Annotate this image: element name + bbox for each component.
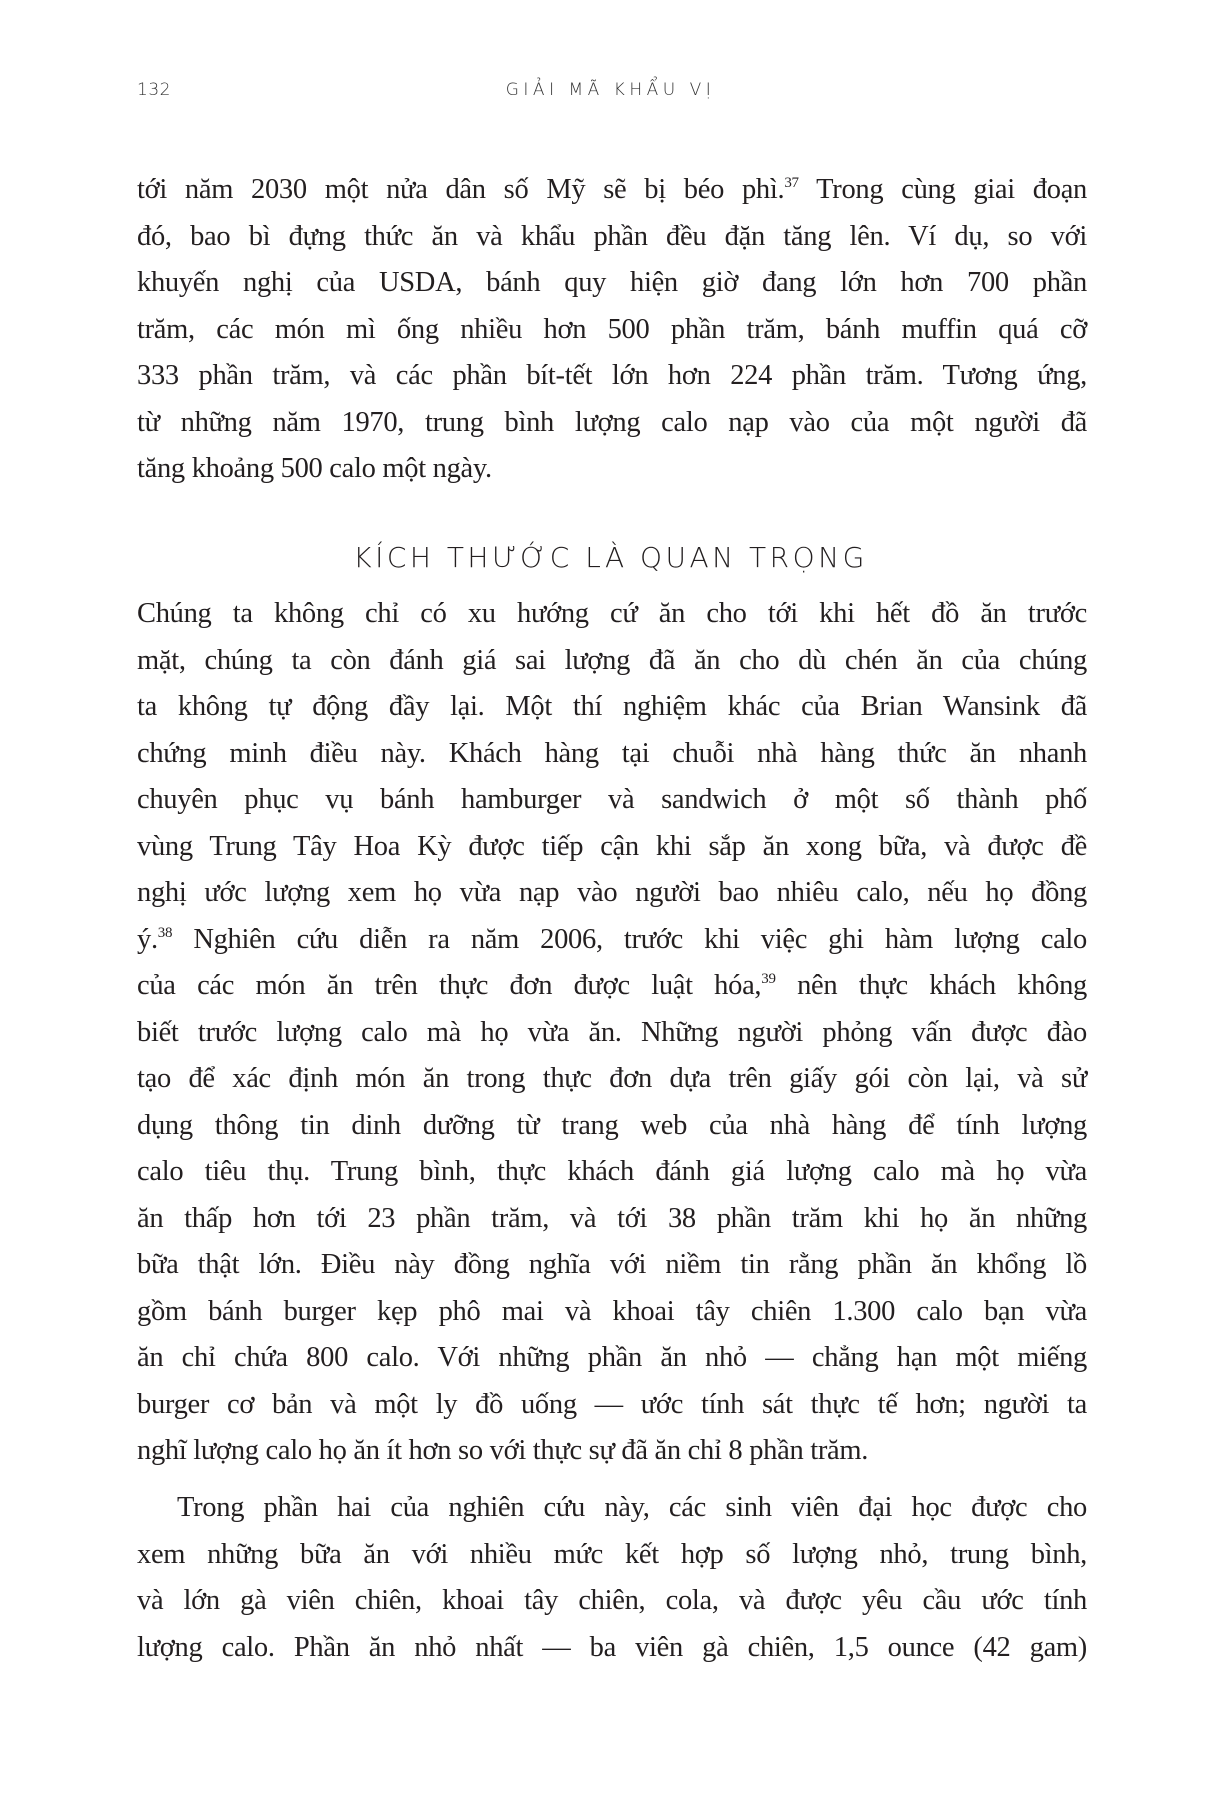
text-line [137, 638, 1087, 685]
text-line [137, 1532, 1087, 1579]
text-segment: dụng thông tin dinh dưỡng từ trang web của nhà hàng để tính lượng [137, 1109, 1087, 1141]
text-line [137, 1578, 1087, 1625]
text-segment: nên thực khách không [775, 970, 1087, 1001]
text-segment: nghĩ lượng calo họ ăn ít hơn so với thực sự đã ăn chỉ 8 phần trăm. [137, 1435, 869, 1466]
text-segment: Trong phần hai của nghiên cứu này, các sinh viên đại học được cho [177, 1492, 1087, 1523]
text-line [137, 1103, 1087, 1150]
text-segment: biết trước lượng calo mà họ vừa ăn. Những người phỏng vấn được đào [137, 1016, 1087, 1048]
text-line [137, 1196, 1087, 1243]
text-segment: Trong cùng giai đoạn [798, 174, 1088, 205]
text-segment: tạo để xác định món ăn trong thực đơn dựa trên giấy gói còn lại, và sử [137, 1063, 1087, 1094]
text-segment: từ những năm 1970, trung bình lượng calo nạp vào của một người đã [137, 406, 1087, 438]
text-line [137, 1382, 1087, 1429]
running-title: GIẢI MÃ KHẨU VỊ [505, 80, 716, 100]
text-line [137, 1289, 1087, 1336]
text-line [137, 1149, 1087, 1196]
text-segment: lượng calo. Phần ăn nhỏ nhất — ba viên gà chiên, 1,5 ounce (42 gam) [137, 1631, 1087, 1663]
text-segment: bữa thật lớn. Điều này đồng nghĩa với niềm tin rằng phần ăn khổng lồ [137, 1249, 1087, 1280]
text-line [137, 591, 1087, 638]
paragraph-study-part-two [137, 1485, 1087, 1671]
text-line [137, 446, 1087, 493]
text-line [137, 963, 1087, 1010]
text-line [137, 731, 1087, 778]
text-segment: calo tiêu thụ. Trung bình, thực khách đánh giá lượng calo mà họ vừa [137, 1156, 1087, 1187]
text-line [137, 1056, 1087, 1103]
text-segment: trăm, các món mì ống nhiều hơn 500 phần trăm, bánh muffin quá cỡ [137, 313, 1087, 345]
text-segment: burger cơ bản và một ly đồ uống — ước tính sát thực tế hơn; người ta [137, 1388, 1087, 1420]
text-line [137, 260, 1087, 307]
text-segment: của các món ăn trên thực đơn được luật hóa, [137, 970, 762, 1001]
text-line [137, 400, 1087, 447]
text-line [137, 1625, 1087, 1672]
text-line [137, 307, 1087, 354]
text-segment: gồm bánh burger kẹp phô mai và khoai tây chiên 1.300 calo bạn vừa [137, 1295, 1087, 1327]
paragraph-intro [137, 167, 1087, 493]
text-line [137, 1010, 1087, 1057]
paragraph-size-matters [137, 591, 1087, 1475]
text-segment: ý. [137, 923, 158, 955]
text-segment: và lớn gà viên chiên, khoai tây chiên, cola, và được yêu cầu ước tính [137, 1585, 1087, 1616]
text-segment: ta không tự động đầy lại. Một thí nghiệm khác của Brian Wansink đã [137, 691, 1087, 722]
text-segment: ăn chỉ chứa 800 calo. Với những phần ăn nhỏ — chẳng hạn một miếng [137, 1342, 1087, 1373]
text-line [137, 167, 1087, 214]
footnote-marker: 37 [784, 175, 799, 191]
text-line [137, 824, 1087, 871]
text-line [137, 353, 1087, 400]
text-segment: đó, bao bì đựng thức ăn và khẩu phần đều đặn tăng lên. Ví dụ, so với [137, 220, 1087, 252]
text-line [137, 1335, 1087, 1382]
text-segment: nghị ước lượng xem họ vừa nạp vào người bao nhiêu calo, nếu họ đồng [137, 877, 1087, 908]
text-line [137, 870, 1087, 917]
text-segment: 333 phần trăm, và các phần bít-tết lớn hơn 224 phần trăm. Tương ứng, [137, 360, 1087, 391]
footnote-marker: 38 [157, 924, 173, 941]
text-line [137, 1485, 1087, 1532]
text-line [137, 777, 1087, 824]
text-line [137, 1242, 1087, 1289]
text-line [137, 1428, 1087, 1475]
text-segment: mặt, chúng ta còn đánh giá sai lượng đã ăn cho dù chén ăn của chúng [137, 644, 1087, 676]
text-segment: khuyến nghị của USDA, bánh quy hiện giờ đang lớn hơn 700 phần [137, 267, 1087, 298]
text-segment: chuyên phục vụ bánh hamburger và sandwich ở một số thành phố [137, 784, 1087, 815]
text-segment: vùng Trung Tây Hoa Kỳ được tiếp cận khi sắp ăn xong bữa, và được đề [137, 830, 1087, 862]
text-segment: ăn thấp hơn tới 23 phần trăm, và tới 38 phần trăm khi họ ăn những [137, 1202, 1087, 1234]
footnote-marker: 39 [761, 971, 776, 987]
text-segment: tới năm 2030 một nửa dân số Mỹ sẽ bị béo phì. [137, 174, 785, 205]
text-segment: chứng minh điều này. Khách hàng tại chuỗi nhà hàng thức ăn nhanh [137, 737, 1087, 769]
text-segment: Nghiên cứu diễn ra năm 2006, trước khi việc ghi hàm lượng calo [172, 923, 1087, 955]
text-line [137, 214, 1087, 261]
text-segment: Chúng ta không chỉ có xu hướng cứ ăn cho tới khi hết đồ ăn trước [137, 598, 1087, 629]
text-segment: tăng khoảng 500 calo một ngày. [137, 453, 492, 484]
text-line [137, 917, 1087, 964]
text-segment: xem những bữa ăn với nhiều mức kết hợp số lượng nhỏ, trung bình, [137, 1538, 1087, 1570]
page-number: 132 [137, 80, 171, 100]
section-heading: KÍCH THƯỚC LÀ QUAN TRỌNG [353, 541, 868, 574]
text-line [137, 684, 1087, 731]
